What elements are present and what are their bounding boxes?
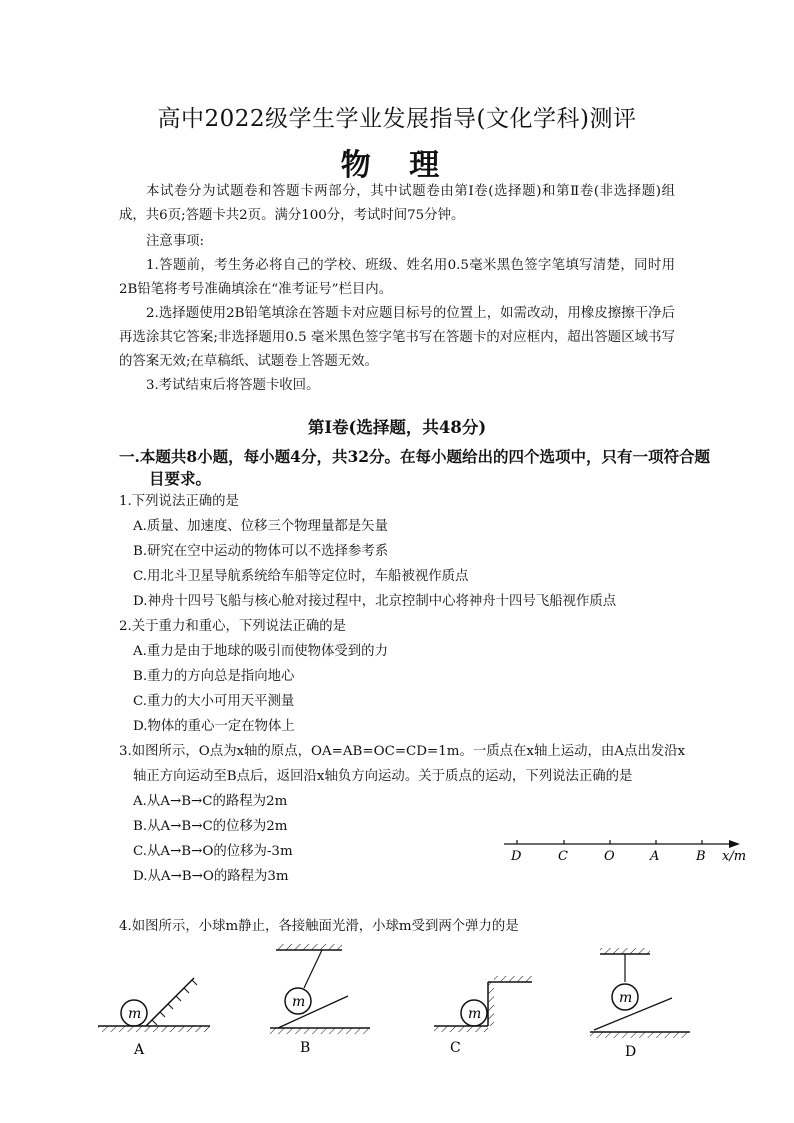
figure-a: [98, 978, 210, 1058]
ball-label: m: [128, 1006, 142, 1022]
figure-caption: D: [625, 1044, 637, 1060]
ball-figures: [90, 942, 710, 1062]
question-4: [119, 914, 691, 939]
question-stem: 1.下列说法正确的是: [119, 494, 239, 509]
option-c: C.从A→B→O的位移为-3m: [133, 844, 293, 859]
note-item-1: 1.答题前，考生务必将自己的学校、班级、姓名用0.5毫米黑色签字笔填写清楚，同时用2B铅笔将考号准确填涂在“准考证号”栏目内。: [119, 258, 675, 297]
section-instruction: 一.本题共8小题，每小题4分，共32分。在每小题给出的四个选项中，只有一项符合题目要求。: [119, 447, 711, 488]
note-item-2: 2.选择题使用2B铅笔填涂在答题卡对应题目标号的位置上，如需改动，用橡皮擦擦干净后再选涂其它答案;非选择题用0.5 毫米黑色签字笔书写在答题卡的对应框内，超出答题区域书写的答案无效;在草稿纸、试题卷上答题无效。: [119, 306, 675, 369]
ball-label: m: [619, 990, 633, 1006]
option-d: D.从A→B→O的路程为3m: [133, 869, 289, 884]
point-label-b: B: [696, 849, 706, 864]
point-label-c: C: [558, 849, 568, 864]
option-d: D.物体的重心一定在物体上: [133, 719, 295, 734]
figure-caption: C: [450, 1040, 461, 1056]
point-label-d: D: [511, 849, 522, 864]
ball-label: m: [468, 1006, 482, 1022]
figure-b: [270, 944, 370, 1056]
option-b: B.从A→B→C的位移为2m: [133, 819, 288, 834]
question-3: [119, 739, 691, 889]
option-b: B.重力的方向总是指向地心: [133, 669, 295, 684]
note-item-3: 3.考试结束后将答题卡收回。: [146, 378, 320, 393]
question-2: [119, 614, 691, 739]
figure-caption: B: [300, 1040, 311, 1056]
figure-caption: A: [134, 1042, 145, 1058]
axis-label: x/m: [722, 849, 747, 864]
notes-title: 注意事项:: [146, 234, 205, 249]
ball-label: m: [292, 994, 306, 1010]
option-a: A.重力是由于地球的吸引而使物体受到的力: [133, 644, 388, 659]
question-stem: 3.如图所示，O点为x轴的原点，OA=AB=OC=CD=1m。一质点在x轴上运动，由A点出发沿x轴正方向运动至B点后，返回沿x轴负方向运动。关于质点的运动，下列说法正确的是: [119, 744, 686, 784]
option-d: D.神舟十四号飞船与核心舱对接过程中，北京控制中心将神舟十四号飞船视作质点: [133, 594, 617, 609]
question-stem: 2.关于重力和重心，下列说法正确的是: [119, 619, 347, 634]
option-b: B.研究在空中运动的物体可以不选择参考系: [133, 544, 389, 559]
option-a: A.从A→B→C的路程为2m: [133, 794, 288, 809]
subject-title: 物 理: [340, 148, 454, 183]
option-c: C.重力的大小可用天平测量: [133, 694, 295, 709]
x-axis-arrow: [729, 840, 740, 848]
figure-d: [590, 948, 690, 1060]
question-stem: 4.如图所示，小球m静止，各接触面光滑，小球m受到两个弹力的是: [119, 919, 519, 934]
option-a: A.质量、加速度、位移三个物理量都是矢量: [133, 519, 388, 534]
figure-c: [434, 976, 532, 1056]
section-title: 第Ⅰ卷(选择题，共48分): [307, 418, 487, 437]
point-label-a: A: [650, 849, 660, 864]
exam-title: 高中2022级学生学业发展指导(文化学科)测评: [157, 106, 637, 132]
x-axis-figure: [500, 832, 760, 866]
intro-paragraph: 本试卷分为试题卷和答题卡两部分，其中试题卷由第Ⅰ卷(选择题)和第Ⅱ卷(非选择题)组成，共6页;答题卡共2页。满分100分，考试时间75分钟。: [119, 184, 675, 223]
option-c: C.用北斗卫星导航系统给车船等定位时，车船被视作质点: [133, 569, 469, 584]
question-1: [119, 489, 691, 614]
point-label-o: O: [604, 849, 615, 864]
